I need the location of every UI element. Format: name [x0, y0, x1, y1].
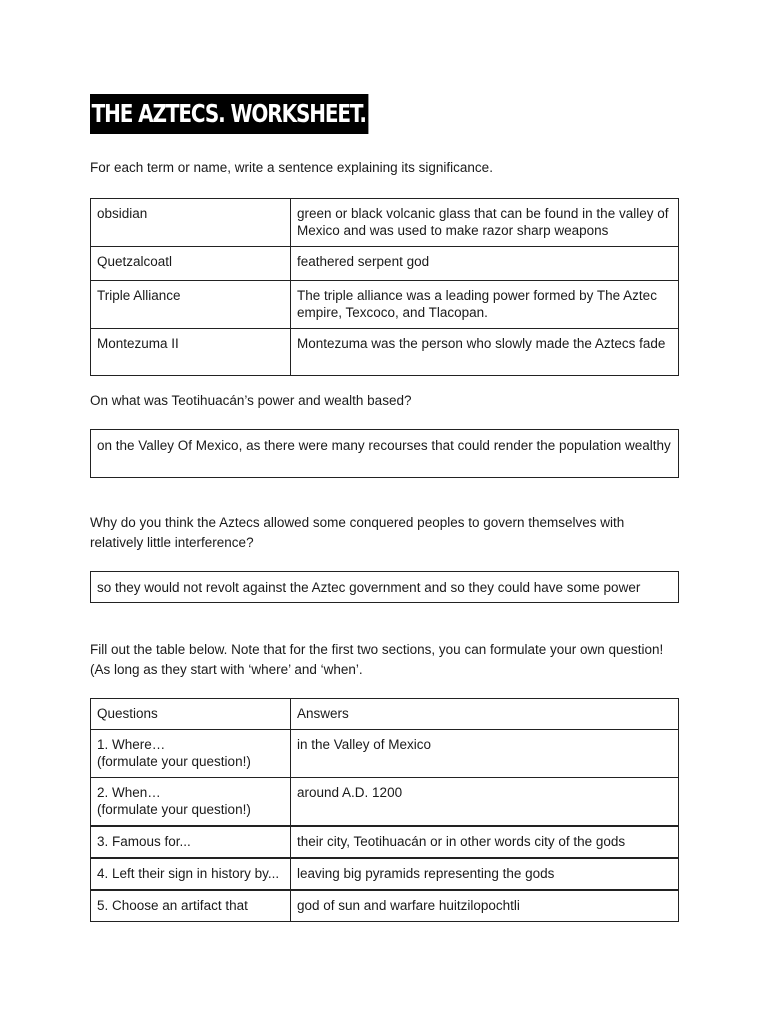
intro-text: For each term or name, write a sentence explaining its significance.	[90, 160, 493, 175]
answer-self-government: so they would not revolt against the Aztec government and so they could have some power	[90, 571, 679, 603]
question-cell: 5. Choose an artifact that	[91, 890, 291, 922]
question-cell: 4. Left their sign in history by...	[91, 858, 291, 890]
qa-table	[90, 698, 679, 922]
answer-cell: god of sun and warfare huitzilopochtli	[291, 890, 679, 922]
answer-cell: around A.D. 1200	[291, 778, 679, 827]
question-teotihuacan: On what was Teotihuacán’s power and wealth based?	[90, 393, 412, 408]
question-text: 2. When…	[97, 785, 161, 800]
explanation-cell: green or black volcanic glass that can be found in the valley of Mexico and was used to make razor sharp weapons	[291, 199, 679, 247]
term-cell: Triple Alliance	[91, 281, 291, 329]
terms-table	[90, 198, 679, 376]
answer-cell: in the Valley of Mexico	[291, 730, 679, 778]
table-row	[91, 730, 679, 778]
question-hint: (formulate your question!)	[97, 754, 251, 769]
question-cell	[91, 730, 291, 778]
explanation-cell: feathered serpent god	[291, 247, 679, 281]
table-row	[91, 247, 679, 281]
table-header-row	[91, 699, 679, 730]
page-title: THE AZTECS. WORKSHEET.	[90, 94, 368, 134]
question-cell	[91, 778, 291, 827]
explanation-cell: The triple alliance was a leading power formed by The Aztec empire, Texcoco, and Tlacopan.	[291, 281, 679, 329]
question-text: 1. Where…	[97, 737, 166, 752]
table-row	[91, 826, 679, 858]
header-answers: Answers	[291, 699, 679, 730]
table-row	[91, 890, 679, 922]
table-row	[91, 281, 679, 329]
question-hint: (formulate your question!)	[97, 802, 251, 817]
question-self-government: Why do you think the Aztecs allowed some conquered peoples to govern themselves with relatively little interference?	[90, 515, 625, 550]
answer-cell: their city, Teotihuacán or in other words city of the gods	[291, 826, 679, 858]
term-cell: Quetzalcoatl	[91, 247, 291, 281]
table-row	[91, 199, 679, 247]
fill-instructions: Fill out the table below. Note that for the first two sections, you can formulate your own question! (As long as they start with ‘where’ and ‘when’.	[90, 642, 664, 677]
table-row	[91, 329, 679, 376]
explanation-cell: Montezuma was the person who slowly made the Aztecs fade	[291, 329, 679, 376]
table-row	[91, 778, 679, 827]
question-cell: 3. Famous for...	[91, 826, 291, 858]
answer-teotihuacan: on the Valley Of Mexico, as there were many recourses that could render the population wealthy	[90, 429, 679, 478]
term-cell: Montezuma II	[91, 329, 291, 376]
table-row	[91, 858, 679, 890]
header-questions: Questions	[91, 699, 291, 730]
term-cell: obsidian	[91, 199, 291, 247]
answer-cell: leaving big pyramids representing the gods	[291, 858, 679, 890]
